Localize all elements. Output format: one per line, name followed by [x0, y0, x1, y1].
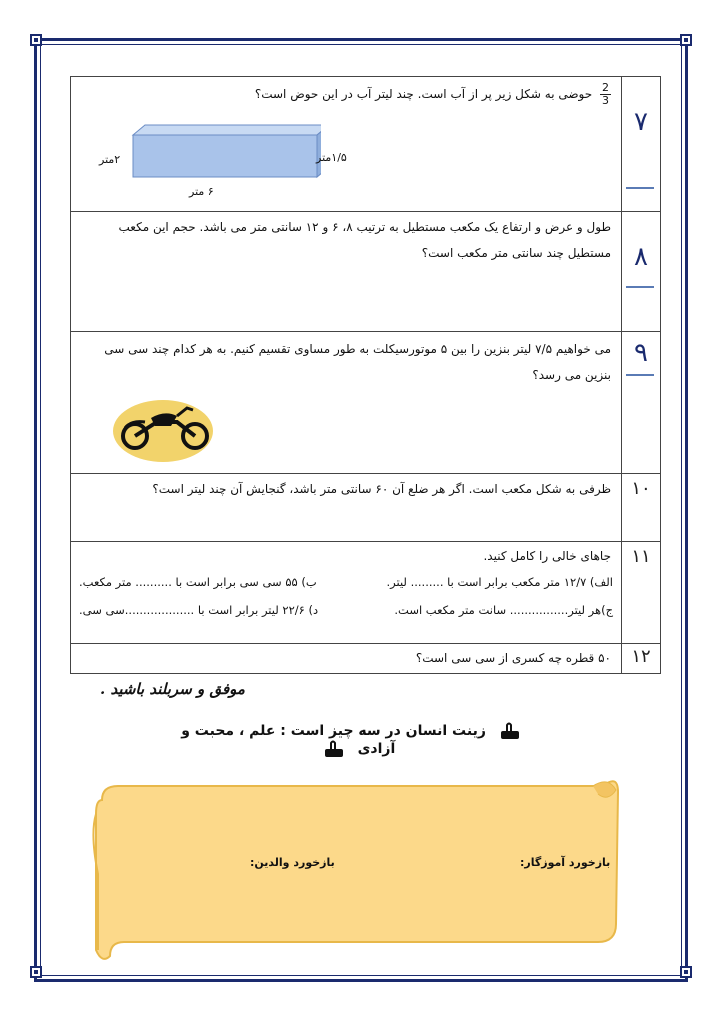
hand-pointer-icon [323, 740, 345, 758]
motorcycle-icon [111, 398, 215, 464]
question-number-cell [622, 212, 661, 332]
question-number-cell [622, 644, 661, 674]
question-number-cell [622, 332, 661, 474]
question-content [71, 644, 622, 674]
question-content [71, 212, 622, 332]
question-content [71, 474, 622, 542]
question-text: ۵۰ قطره چه کسری از سی سی است؟ [415, 651, 611, 665]
quote-text: زینت انسان در سه چیز است : علم ، محبت و آزادی [181, 723, 486, 757]
parent-feedback-label: بازخورد والدین: [250, 856, 335, 869]
motto: موفق و سربلند باشید . [100, 680, 245, 698]
question-row [71, 212, 661, 332]
fill-blank-row [71, 596, 621, 624]
question-text: می خواهیم ۷/۵ لیتر بنزین را بین ۵ موتورسیکلت به طور مساوی تقسیم کنیم. به هر کدام چند سی سی بنزین می رسد؟ [104, 342, 611, 382]
question-text: جاهای خالی را کامل کنید. [483, 549, 611, 563]
question-number: ۱۲ [631, 646, 651, 667]
frame-corner [680, 34, 692, 46]
question-number: ۱۰ [631, 478, 651, 499]
quote-line [170, 722, 540, 758]
question-text: حوضی به شکل زیر پر از آب است. چند لیتر آب در این حوض است؟ [254, 87, 593, 101]
width-label: ۲متر [99, 153, 121, 166]
question-number-cell [622, 474, 661, 542]
question-row [71, 77, 661, 212]
question-content [71, 542, 622, 644]
question-number: ۷ [634, 107, 648, 137]
pool-cuboid-figure [131, 121, 321, 185]
question-row [71, 542, 661, 644]
question-number: ۸ [634, 242, 648, 272]
teacher-feedback-label: بازخورد آموزگار: [520, 856, 611, 869]
length-label: ۶ متر [189, 185, 214, 198]
frame-corner [30, 966, 42, 978]
question-content [71, 332, 622, 474]
question-content [71, 77, 622, 212]
question-number-cell [622, 542, 661, 644]
question-row [71, 332, 661, 474]
question-text: ظرفی به شکل مکعب است. اگر هر ضلع آن ۶۰ سانتی متر باشد، گنجایش آن چند لیتر است؟ [152, 482, 611, 496]
question-row [71, 474, 661, 542]
question-text: طول و عرض و ارتفاع یک مکعب مستطیل به ترتیب ۸، ۶ و ۱۲ سانتی متر می باشد. حجم این مکعب مستطیل چند سانتی متر مکعب است؟ [118, 220, 611, 260]
frame-corner [680, 966, 692, 978]
hand-pointer-icon [499, 722, 521, 740]
questions-table [70, 76, 661, 674]
fill-blank-b: ب) ۵۵ سی سی برابر است با .......... متر مکعب. [79, 575, 317, 589]
question-number: ۱۱ [631, 546, 651, 567]
question-number: ۹ [634, 338, 648, 368]
fill-blank-d: د) ۲۲/۶ لیتر برابر است با ...................سی سی. [79, 603, 319, 617]
fill-blank-c: ج)هر لیتر................ سانت متر مکعب است. [394, 603, 613, 617]
fraction: $\frac{2}{3}$ [602, 81, 609, 107]
fill-blank-a: الف) ۱۲/۷ متر مکعب برابر است با ......... لیتر. [386, 575, 613, 589]
frame-corner [30, 34, 42, 46]
fill-blank-row [71, 568, 621, 596]
question-number-cell [622, 77, 661, 212]
feedback-scroll [88, 774, 623, 964]
height-label: ۱/۵متر [316, 151, 347, 164]
question-row [71, 644, 661, 674]
